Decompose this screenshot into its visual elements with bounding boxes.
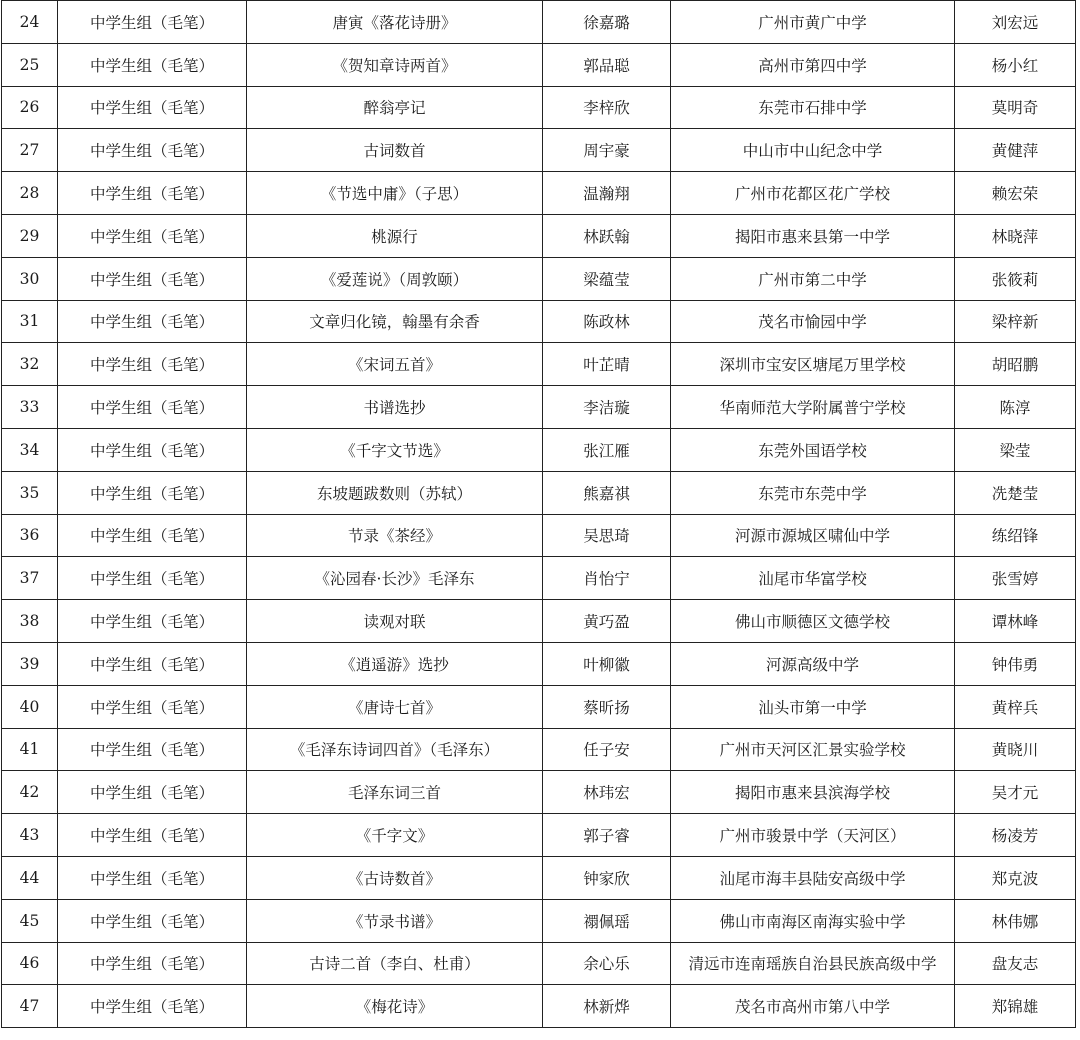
table-row	[2, 642, 1076, 685]
row-number-cell: 25	[2, 43, 58, 86]
table-row	[2, 43, 1076, 86]
table-row	[2, 685, 1076, 728]
work-title-cell: 书谱选抄	[247, 386, 543, 429]
teacher-cell: 张雪婷	[955, 557, 1076, 600]
teacher-cell: 陈淳	[955, 386, 1076, 429]
table-row	[2, 257, 1076, 300]
table-row	[2, 771, 1076, 814]
work-title-cell: 文章归化镜，翰墨有余香	[247, 300, 543, 343]
group-cell: 中学生组（毛笔）	[58, 685, 247, 728]
group-cell: 中学生组（毛笔）	[58, 856, 247, 899]
work-title-cell: 读观对联	[247, 600, 543, 643]
student-name-cell: 任子安	[543, 728, 671, 771]
group-cell: 中学生组（毛笔）	[58, 771, 247, 814]
work-title-cell: 《千字文节选》	[247, 428, 543, 471]
school-cell: 广州市第二中学	[671, 257, 955, 300]
school-cell: 茂名市高州市第八中学	[671, 985, 955, 1028]
school-cell: 汕尾市华富学校	[671, 557, 955, 600]
student-name-cell: 叶柳徽	[543, 642, 671, 685]
student-name-cell: 郭品聪	[543, 43, 671, 86]
student-name-cell: 陈政林	[543, 300, 671, 343]
student-name-cell: 钟家欣	[543, 856, 671, 899]
row-number-cell: 27	[2, 129, 58, 172]
work-title-cell: 古诗二首（李白、杜甫）	[247, 942, 543, 985]
teacher-cell: 胡昭鹏	[955, 343, 1076, 386]
teacher-cell: 刘宏远	[955, 1, 1076, 44]
table-row	[2, 600, 1076, 643]
table-row	[2, 1, 1076, 44]
row-number-cell: 24	[2, 1, 58, 44]
teacher-cell: 谭林峰	[955, 600, 1076, 643]
group-cell: 中学生组（毛笔）	[58, 43, 247, 86]
row-number-cell: 45	[2, 899, 58, 942]
work-title-cell: 毛泽东词三首	[247, 771, 543, 814]
work-title-cell: 《节录书谱》	[247, 899, 543, 942]
group-cell: 中学生组（毛笔）	[58, 728, 247, 771]
group-cell: 中学生组（毛笔）	[58, 257, 247, 300]
table-row	[2, 343, 1076, 386]
group-cell: 中学生组（毛笔）	[58, 1, 247, 44]
table-row	[2, 557, 1076, 600]
student-name-cell: 李洁璇	[543, 386, 671, 429]
teacher-cell: 吴才元	[955, 771, 1076, 814]
group-cell: 中学生组（毛笔）	[58, 428, 247, 471]
row-number-cell: 42	[2, 771, 58, 814]
school-cell: 广州市黄广中学	[671, 1, 955, 44]
group-cell: 中学生组（毛笔）	[58, 514, 247, 557]
teacher-cell: 梁莹	[955, 428, 1076, 471]
table-row	[2, 856, 1076, 899]
row-number-cell: 43	[2, 814, 58, 857]
teacher-cell: 梁梓新	[955, 300, 1076, 343]
school-cell: 东莞市石排中学	[671, 86, 955, 129]
row-number-cell: 35	[2, 471, 58, 514]
row-number-cell: 31	[2, 300, 58, 343]
school-cell: 河源市源城区啸仙中学	[671, 514, 955, 557]
group-cell: 中学生组（毛笔）	[58, 985, 247, 1028]
work-title-cell: 醉翁亭记	[247, 86, 543, 129]
work-title-cell: 《节选中庸》（子思）	[247, 172, 543, 215]
teacher-cell: 钟伟勇	[955, 642, 1076, 685]
teacher-cell: 冼楚莹	[955, 471, 1076, 514]
group-cell: 中学生组（毛笔）	[58, 899, 247, 942]
group-cell: 中学生组（毛笔）	[58, 300, 247, 343]
group-cell: 中学生组（毛笔）	[58, 343, 247, 386]
work-title-cell: 古词数首	[247, 129, 543, 172]
table-row	[2, 985, 1076, 1028]
table-row	[2, 942, 1076, 985]
winners-table	[1, 0, 1076, 1028]
table-row	[2, 471, 1076, 514]
student-name-cell: 吴思琦	[543, 514, 671, 557]
student-name-cell: 禤佩瑶	[543, 899, 671, 942]
school-cell: 佛山市顺德区文德学校	[671, 600, 955, 643]
school-cell: 中山市中山纪念中学	[671, 129, 955, 172]
school-cell: 广州市天河区汇景实验学校	[671, 728, 955, 771]
teacher-cell: 黄晓川	[955, 728, 1076, 771]
group-cell: 中学生组（毛笔）	[58, 471, 247, 514]
teacher-cell: 杨凌芳	[955, 814, 1076, 857]
work-title-cell: 《逍遥游》选抄	[247, 642, 543, 685]
group-cell: 中学生组（毛笔）	[58, 86, 247, 129]
school-cell: 东莞外国语学校	[671, 428, 955, 471]
group-cell: 中学生组（毛笔）	[58, 942, 247, 985]
school-cell: 佛山市南海区南海实验中学	[671, 899, 955, 942]
teacher-cell: 赖宏荣	[955, 172, 1076, 215]
teacher-cell: 杨小红	[955, 43, 1076, 86]
student-name-cell: 李梓欣	[543, 86, 671, 129]
group-cell: 中学生组（毛笔）	[58, 386, 247, 429]
work-title-cell: 节录《茶经》	[247, 514, 543, 557]
student-name-cell: 熊嘉祺	[543, 471, 671, 514]
student-name-cell: 温瀚翔	[543, 172, 671, 215]
row-number-cell: 39	[2, 642, 58, 685]
teacher-cell: 林晓萍	[955, 214, 1076, 257]
row-number-cell: 32	[2, 343, 58, 386]
work-title-cell: 《唐诗七首》	[247, 685, 543, 728]
row-number-cell: 26	[2, 86, 58, 129]
student-name-cell: 郭子睿	[543, 814, 671, 857]
teacher-cell: 练绍锋	[955, 514, 1076, 557]
work-title-cell: 《贺知章诗两首》	[247, 43, 543, 86]
group-cell: 中学生组（毛笔）	[58, 557, 247, 600]
student-name-cell: 黄巧盈	[543, 600, 671, 643]
row-number-cell: 28	[2, 172, 58, 215]
school-cell: 高州市第四中学	[671, 43, 955, 86]
group-cell: 中学生组（毛笔）	[58, 214, 247, 257]
work-title-cell: 《宋词五首》	[247, 343, 543, 386]
group-cell: 中学生组（毛笔）	[58, 642, 247, 685]
table-row	[2, 899, 1076, 942]
teacher-cell: 盘友志	[955, 942, 1076, 985]
work-title-cell: 东坡题跋数则（苏轼）	[247, 471, 543, 514]
row-number-cell: 30	[2, 257, 58, 300]
row-number-cell: 36	[2, 514, 58, 557]
school-cell: 汕头市第一中学	[671, 685, 955, 728]
table-row	[2, 386, 1076, 429]
table-row	[2, 172, 1076, 215]
teacher-cell: 郑克波	[955, 856, 1076, 899]
table-row	[2, 129, 1076, 172]
group-cell: 中学生组（毛笔）	[58, 814, 247, 857]
student-name-cell: 叶芷晴	[543, 343, 671, 386]
row-number-cell: 33	[2, 386, 58, 429]
row-number-cell: 41	[2, 728, 58, 771]
table-row	[2, 728, 1076, 771]
row-number-cell: 29	[2, 214, 58, 257]
table-body	[2, 1, 1076, 1028]
student-name-cell: 周宇豪	[543, 129, 671, 172]
row-number-cell: 40	[2, 685, 58, 728]
student-name-cell: 林玮宏	[543, 771, 671, 814]
student-name-cell: 林新烨	[543, 985, 671, 1028]
school-cell: 广州市骏景中学（天河区）	[671, 814, 955, 857]
row-number-cell: 37	[2, 557, 58, 600]
school-cell: 汕尾市海丰县陆安高级中学	[671, 856, 955, 899]
school-cell: 清远市连南瑶族自治县民族高级中学	[671, 942, 955, 985]
teacher-cell: 张筱莉	[955, 257, 1076, 300]
row-number-cell: 34	[2, 428, 58, 471]
work-title-cell: 唐寅《落花诗册》	[247, 1, 543, 44]
work-title-cell: 《千字文》	[247, 814, 543, 857]
work-title-cell: 《沁园春·长沙》毛泽东	[247, 557, 543, 600]
table-row	[2, 514, 1076, 557]
table-row	[2, 86, 1076, 129]
teacher-cell: 莫明奇	[955, 86, 1076, 129]
school-cell: 揭阳市惠来县滨海学校	[671, 771, 955, 814]
student-name-cell: 梁蕴莹	[543, 257, 671, 300]
group-cell: 中学生组（毛笔）	[58, 600, 247, 643]
student-name-cell: 余心乐	[543, 942, 671, 985]
work-title-cell: 《古诗数首》	[247, 856, 543, 899]
teacher-cell: 林伟娜	[955, 899, 1076, 942]
teacher-cell: 黄梓兵	[955, 685, 1076, 728]
school-cell: 揭阳市惠来县第一中学	[671, 214, 955, 257]
table-row	[2, 214, 1076, 257]
row-number-cell: 44	[2, 856, 58, 899]
teacher-cell: 黄健萍	[955, 129, 1076, 172]
work-title-cell: 《爱莲说》（周敦颐）	[247, 257, 543, 300]
group-cell: 中学生组（毛笔）	[58, 172, 247, 215]
group-cell: 中学生组（毛笔）	[58, 129, 247, 172]
work-title-cell: 《毛泽东诗词四首》（毛泽东）	[247, 728, 543, 771]
school-cell: 河源高级中学	[671, 642, 955, 685]
table-row	[2, 814, 1076, 857]
teacher-cell: 郑锦雄	[955, 985, 1076, 1028]
student-name-cell: 林跃翰	[543, 214, 671, 257]
student-name-cell: 蔡昕扬	[543, 685, 671, 728]
row-number-cell: 46	[2, 942, 58, 985]
school-cell: 广州市花都区花广学校	[671, 172, 955, 215]
row-number-cell: 47	[2, 985, 58, 1028]
row-number-cell: 38	[2, 600, 58, 643]
school-cell: 茂名市愉园中学	[671, 300, 955, 343]
school-cell: 深圳市宝安区塘尾万里学校	[671, 343, 955, 386]
work-title-cell: 桃源行	[247, 214, 543, 257]
table-row	[2, 428, 1076, 471]
school-cell: 华南师范大学附属普宁学校	[671, 386, 955, 429]
student-name-cell: 张江雁	[543, 428, 671, 471]
school-cell: 东莞市东莞中学	[671, 471, 955, 514]
table-row	[2, 300, 1076, 343]
student-name-cell: 徐嘉璐	[543, 1, 671, 44]
work-title-cell: 《梅花诗》	[247, 985, 543, 1028]
student-name-cell: 肖怡宁	[543, 557, 671, 600]
